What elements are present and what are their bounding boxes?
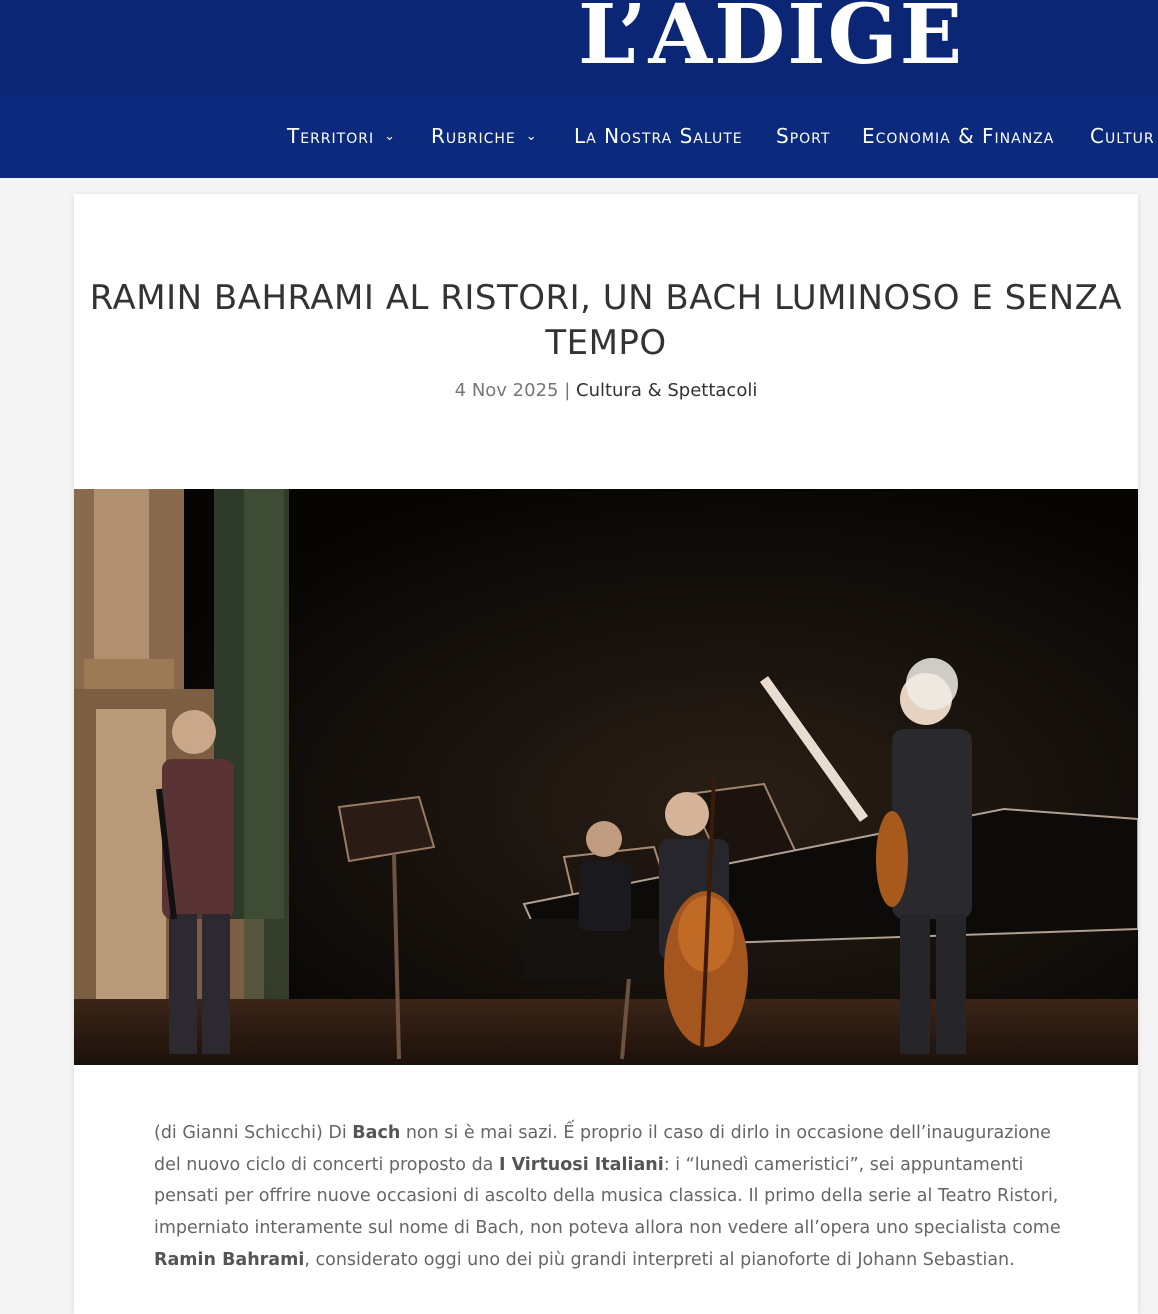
article-meta xyxy=(74,380,1138,401)
meta-separator: | xyxy=(558,380,576,401)
nav-item-label: Rubriche xyxy=(431,124,516,148)
nav-item-label: Territori xyxy=(287,124,375,148)
article-text: : i “lunedì cameristici”, sei appuntamenti pensati per offrire nuove occasioni di ascolto della musica classica. Il primo della serie al Teatro Ristori, imperniato interamente sul nome di Bach, non poteva allora non vedere all’opera uno specialista come xyxy=(154,1154,1061,1239)
nav-item-label: Sport xyxy=(776,124,831,148)
article-text: , considerato oggi uno dei più grandi interpreti al pianoforte di Johann Sebastian. xyxy=(304,1249,1015,1270)
article-date: 4 Nov 2025 xyxy=(454,380,559,401)
nav-item-economia-finanza[interactable] xyxy=(862,124,1054,148)
site-header xyxy=(0,0,1158,178)
site-logo[interactable]: L’ADIGE xyxy=(578,0,965,83)
nav-item-sport[interactable] xyxy=(776,124,830,148)
article-card xyxy=(74,194,1138,1314)
chevron-down-icon: ⌄ xyxy=(525,129,538,144)
bold-virtuosi-italiani: I Virtuosi Italiani xyxy=(498,1154,664,1175)
nav-item-cultura[interactable] xyxy=(1090,124,1155,148)
article-text: (di Gianni Schicchi) Di xyxy=(154,1123,353,1143)
article-title: RAMIN BAHRAMI AL RISTORI, UN BACH LUMINOSO E SENZA TEMPO xyxy=(89,278,1123,363)
article-body xyxy=(154,1118,1064,1277)
nav-item-la-nostra-salute[interactable] xyxy=(574,124,743,148)
nav-item-rubriche[interactable] xyxy=(431,124,538,148)
nav-item-territori[interactable] xyxy=(287,124,396,148)
bold-bach: Bach xyxy=(352,1123,401,1143)
article-text: non si è mai sazi. Ế proprio il caso di dirlo in occasione dell’inaugurazione del nuovo ciclo di concerti proposto da xyxy=(154,1123,1051,1175)
article-photo xyxy=(74,489,1138,1065)
nav-item-label: Economia & Finanza xyxy=(862,124,1055,148)
nav-item-label: Cultur xyxy=(1090,124,1155,148)
category-link[interactable]: Cultura & Spettacoli xyxy=(576,380,758,401)
chevron-down-icon: ⌄ xyxy=(384,129,396,144)
bold-ramin-bahrami: Ramin Bahrami xyxy=(154,1249,305,1270)
main-nav xyxy=(0,118,1158,162)
nav-item-label: La Nostra Salute xyxy=(574,124,743,148)
concert-photo-illustration xyxy=(74,489,1138,1065)
